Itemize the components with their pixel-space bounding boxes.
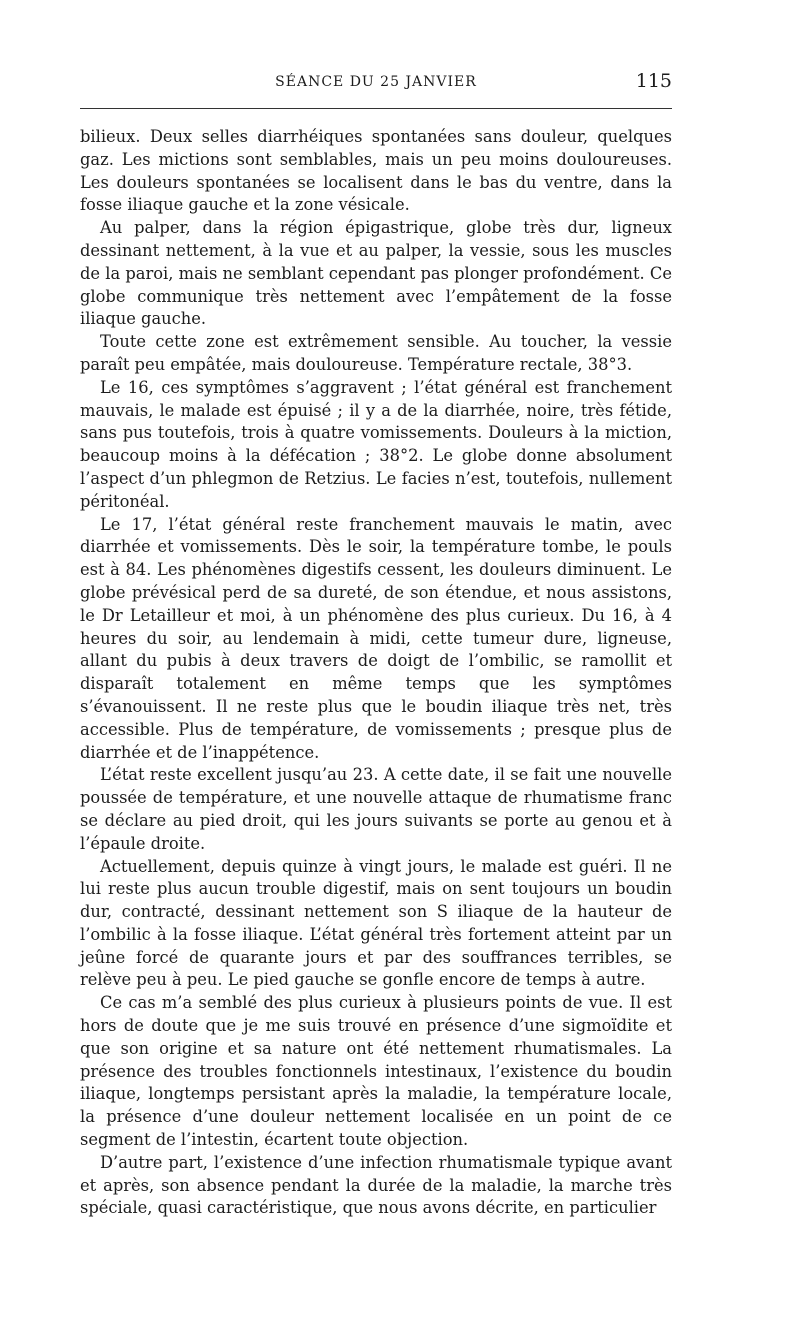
paragraph: Toute cette zone est extrêmement sensible. Au toucher, la vessie paraît peu empâtée, mais douloureuse. Température rectale, 38°3. [80, 332, 672, 374]
paragraph: Actuellement, depuis quinze à vingt jours, le malade est guéri. Il ne lui reste plus aucun trouble digestif, mais on sent toujours un boudin dur, contracté, dessinant nettement son S iliaque de la hauteur de l’ombilic à la fosse iliaque. L’état général très fortement atteint par un jeûne forcé de quarante jours et par des souffrances terribles, se relève peu à peu. Le pied gauche se gonfle encore de temps à autre. [80, 856, 672, 990]
paragraph: Le 17, l’état général reste franchement mauvais le matin, avec diarrhée et vomissements. Dès le soir, la température tombe, le pouls est à 84. Les phénomènes digestifs cessent, les douleurs diminuent. Le globe prévésical perd de sa dureté, de son étendue, et nous assistons, le Dr Letailleur et moi, à un phénomène des plus curieux. Du 16, à 4 heures du soir, au lendemain à midi, cette tumeur dure, ligneuse, allant du pubis à deux travers de doigt de l’ombilic, se ramollit et disparaît totalement en même temps que les symptômes s’évanouissent. Il ne reste plus que le boudin iliaque très net, très accessible. Plus de température, de vomissements ; presque plus de diarrhée et de l’inappétence. [80, 514, 672, 762]
running-header [80, 70, 672, 96]
paragraph: Au palper, dans la région épigastrique, globe très dur, ligneux dessinant nettement, à la vue et au palper, la vessie, sous les muscles de la paroi, mais ne semblant cependant pas plonger profondément. Ce globe communique très nettement avec l’empâtement de la fosse iliaque gauche. [80, 218, 672, 329]
paragraph: L’état reste excellent jusqu’au 23. A cette date, il se fait une nouvelle poussée de température, et une nouvelle attaque de rhumatisme franc se déclare au pied droit, qui les jours suivants se porte au genou et à l’épaule droite. [80, 765, 672, 853]
paragraph: D’autre part, l’existence d’une infection rhumatismale typique avant et après, son absence pendant la durée de la maladie, la marche très spéciale, quasi caractéristique, que nous avons décrite, en particulier [80, 1152, 672, 1218]
header-rule [80, 108, 672, 109]
page-number: 115 [635, 70, 672, 92]
paragraph: Ce cas m’a semblé des plus curieux à plusieurs points de vue. Il est hors de doute que je me suis trouvé en présence d’une sigmoïdite et que son origine et sa nature ont été nettement rhumatismales. La présence des troubles fonctionnels intestinaux, l’existence du boudin iliaque, longtemps persistant après la maladie, la température locale, la présence d’une douleur nettement localisée en un point de ce segment de l’intestin, écartent toute objection. [80, 993, 672, 1150]
paragraph: Le 16, ces symptômes s’aggravent ; l’état général est franchement mauvais, le malade est épuisé ; il y a de la diarrhée, noire, très fétide, sans pus toutefois, trois à quatre vomissements. Douleurs à la miction, beaucoup moins à la défécation ; 38°2. Le globe donne absolument l’aspect d’un phlegmon de Retzius. Le facies n’est, toutefois, nullement péritonéal. [80, 377, 672, 511]
paragraph: bilieux. Deux selles diarrhéiques spontanées sans douleur, quelques gaz. Les mictions sont semblables, mais un peu moins douloureuses. Les douleurs spontanées se localisent dans le bas du ventre, dans la fosse iliaque gauche et la zone vésicale. [80, 127, 672, 215]
body-text [80, 126, 672, 1220]
running-title: SÉANCE DU 25 JANVIER [275, 74, 477, 90]
